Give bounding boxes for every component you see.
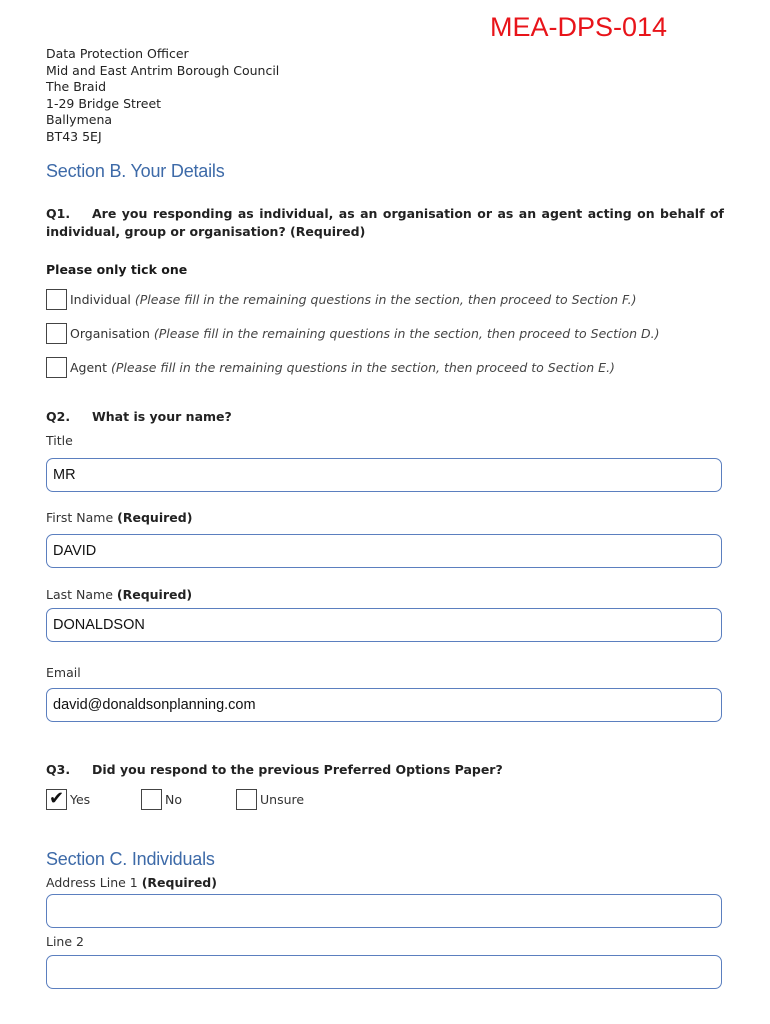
no-label: No: [165, 791, 182, 807]
yes-label: Yes: [70, 791, 91, 807]
individual-hint: (Please fill in the remaining questions in the section, then proceed to Section F.): [134, 291, 637, 307]
required-tag: (Required): [141, 875, 217, 890]
address-line1-label: [46, 875, 217, 890]
recipient-address: [46, 46, 279, 145]
address-line: Data Protection Officer: [46, 46, 189, 61]
last-name-label: [46, 587, 192, 602]
unsure-checkbox[interactable]: [236, 789, 257, 810]
q1-text: Are you responding as individual, as an organisation or as an agent acting on behalf of individual, group or organisation? (Required): [46, 206, 724, 239]
required-tag: (Required): [117, 510, 193, 525]
first-name-field[interactable]: DAVID: [46, 534, 722, 568]
q2-text: What is your name?: [92, 409, 232, 424]
address-line: The Braid: [46, 79, 107, 94]
address-line: Mid and East Antrim Borough Council: [46, 62, 280, 78]
q1-question: [46, 205, 724, 240]
title-field[interactable]: MR: [46, 458, 722, 492]
first-name-label-text: First Name: [46, 510, 114, 525]
required-tag: (Required): [116, 587, 193, 602]
q2-question: [46, 409, 232, 424]
address-line1-label-text: Address Line 1: [46, 875, 138, 890]
agent-hint: (Please fill in the remaining questions in the section, then proceed to Section E.): [111, 359, 615, 375]
email-label: Email: [46, 665, 81, 680]
agent-checkbox[interactable]: [46, 357, 67, 378]
last-name-field[interactable]: DONALDSON: [46, 608, 722, 642]
title-label: Title: [46, 433, 73, 448]
line2-field[interactable]: [46, 955, 722, 989]
organisation-label: Organisation: [70, 325, 150, 341]
option-organisation[interactable]: [46, 322, 660, 344]
q3-option-yes[interactable]: [46, 788, 90, 810]
option-individual[interactable]: [46, 288, 637, 310]
q2-number: Q2.: [46, 409, 71, 424]
q3-option-unsure[interactable]: [236, 788, 304, 810]
agent-label: Agent: [70, 359, 107, 375]
yes-checkbox[interactable]: ✔: [46, 789, 67, 810]
address-line1-field[interactable]: [46, 894, 722, 928]
first-name-label: [46, 510, 192, 525]
individual-label: Individual: [70, 291, 131, 307]
q3-number: Q3.: [46, 762, 71, 777]
q1-instruction: Please only tick one: [46, 262, 188, 277]
option-agent[interactable]: [46, 356, 615, 378]
section-b-title: Section B. Your Details: [46, 161, 225, 181]
unsure-label: Unsure: [260, 791, 305, 807]
q3-text: Did you respond to the previous Preferred Options Paper?: [92, 762, 503, 777]
address-line: Ballymena: [46, 112, 113, 127]
line2-label: Line 2: [46, 934, 84, 949]
q3-option-no[interactable]: [141, 788, 182, 810]
section-c-title: Section C. Individuals: [46, 849, 215, 869]
last-name-label-text: Last Name: [46, 587, 113, 602]
q3-question: [46, 762, 503, 777]
q1-number: Q1.: [46, 206, 71, 221]
no-checkbox[interactable]: [141, 789, 162, 810]
document-reference: MEA-DPS-014: [490, 12, 668, 42]
address-line: 1-29 Bridge Street: [46, 95, 162, 111]
organisation-checkbox[interactable]: [46, 323, 67, 344]
address-line: BT43 5EJ: [46, 128, 102, 144]
email-field[interactable]: david@donaldsonplanning.com: [46, 688, 722, 722]
individual-checkbox[interactable]: [46, 289, 67, 310]
organisation-hint: (Please fill in the remaining questions in the section, then proceed to Section D.): [153, 325, 660, 341]
